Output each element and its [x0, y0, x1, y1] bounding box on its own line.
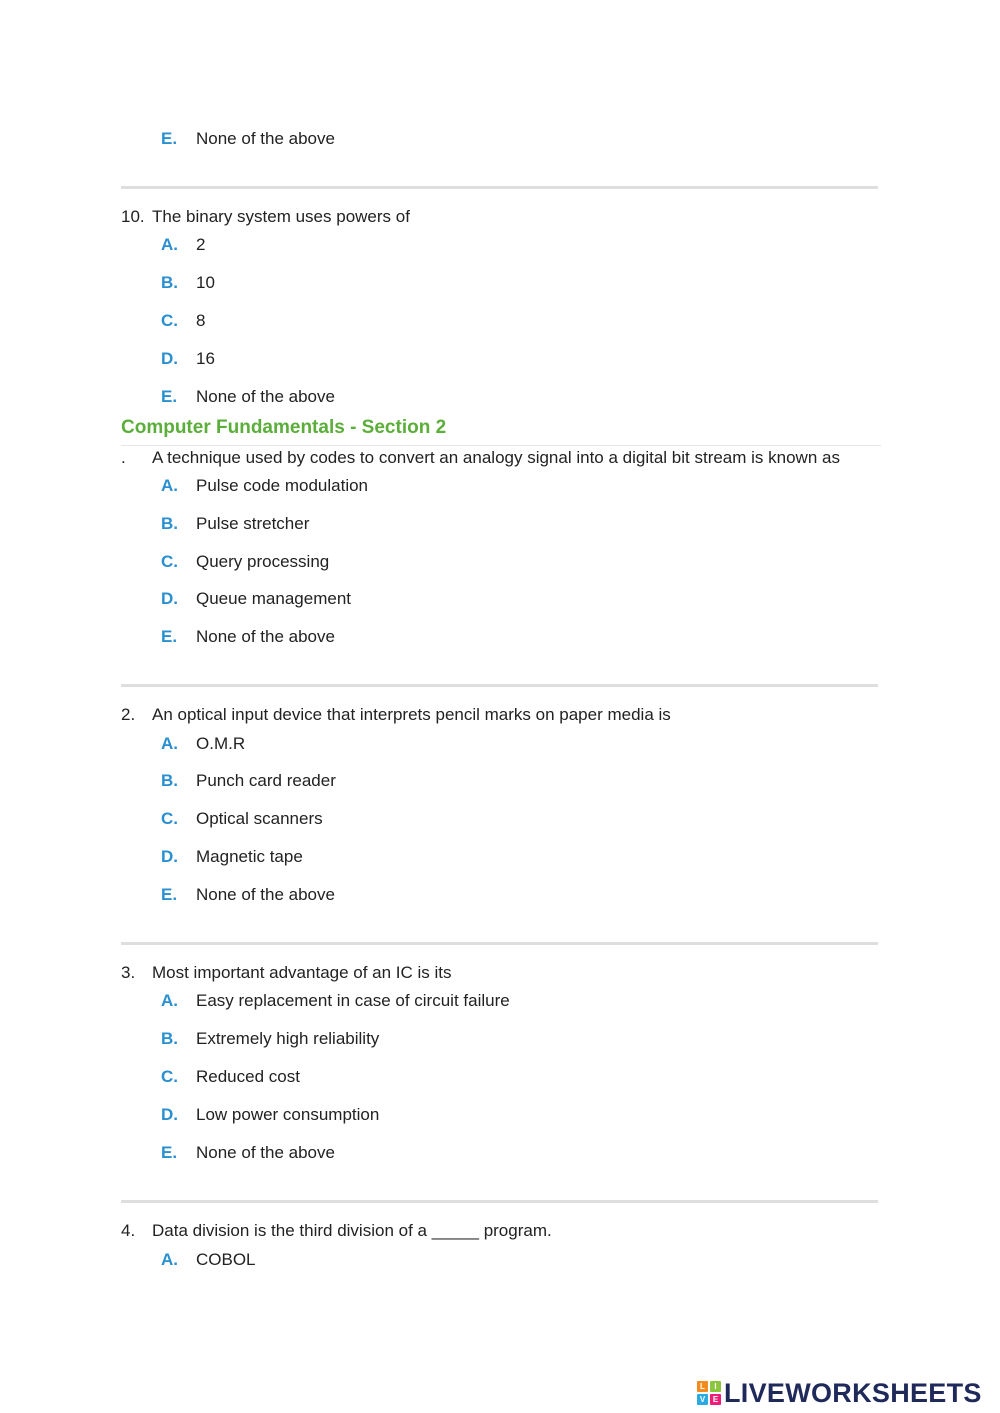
question-2	[0, 705, 1000, 725]
option-text: 16	[196, 349, 215, 368]
option-row[interactable]	[0, 311, 1000, 335]
option-row[interactable]	[0, 734, 1000, 758]
option-row[interactable]	[0, 1250, 1000, 1274]
logo-mark	[697, 1381, 721, 1405]
question-3	[0, 963, 1000, 983]
option-letter: B.	[161, 514, 178, 533]
option-letter: A.	[161, 1250, 178, 1269]
question-10	[0, 207, 1000, 227]
option-text: None of the above	[196, 885, 335, 904]
option-text: Punch card reader	[196, 771, 336, 790]
option-row[interactable]	[0, 514, 1000, 538]
logo-text: LIVEWORKSHEETS	[724, 1377, 982, 1408]
option-row[interactable]	[0, 387, 1000, 411]
option-text: None of the above	[196, 387, 335, 406]
option-text: COBOL	[196, 1250, 256, 1269]
option-text: Pulse stretcher	[196, 514, 310, 533]
question-text: A technique used by codes to convert an analogy signal into a digital bit stream is known as	[152, 448, 840, 467]
option-row[interactable]	[0, 771, 1000, 795]
option-text: None of the above	[196, 129, 335, 148]
logo-cell-l: L	[697, 1381, 708, 1392]
question-divider	[121, 1200, 878, 1203]
option-row[interactable]	[0, 627, 1000, 651]
option-letter: D.	[161, 847, 178, 866]
option-text: Reduced cost	[196, 1067, 300, 1086]
option-text: Low power consumption	[196, 1105, 380, 1124]
option-letter: A.	[161, 991, 178, 1010]
option-letter: C.	[161, 552, 178, 571]
option-row[interactable]	[0, 349, 1000, 373]
question-number: 10.	[121, 207, 145, 226]
option-text: O.M.R	[196, 734, 246, 753]
option-text: 8	[196, 311, 206, 330]
question-1	[0, 448, 1000, 468]
option-letter: C.	[161, 311, 178, 330]
option-row[interactable]	[0, 1067, 1000, 1091]
option-row[interactable]	[0, 476, 1000, 500]
option-text: Queue management	[196, 589, 351, 608]
option-text: Extremely high reliability	[196, 1029, 380, 1048]
option-letter: C.	[161, 809, 178, 828]
option-row[interactable]	[0, 589, 1000, 613]
question-number: 3.	[121, 963, 136, 982]
option-letter: D.	[161, 1105, 178, 1124]
section-title: Computer Fundamentals - Section 2	[121, 417, 447, 438]
option-row[interactable]	[0, 1029, 1000, 1053]
option-letter: B.	[161, 771, 178, 790]
option-text: 2	[196, 235, 206, 254]
option-row[interactable]	[0, 847, 1000, 871]
question-divider	[121, 684, 878, 687]
option-letter: E.	[161, 1143, 178, 1162]
question-divider	[121, 942, 878, 945]
option-letter: E.	[161, 627, 178, 646]
option-letter: E.	[161, 885, 178, 904]
option-row[interactable]	[0, 129, 1000, 153]
option-row[interactable]	[0, 1143, 1000, 1167]
option-row[interactable]	[0, 273, 1000, 297]
option-letter: B.	[161, 273, 178, 292]
option-text: None of the above	[196, 1143, 335, 1162]
option-text: Pulse code modulation	[196, 476, 369, 495]
option-row[interactable]	[0, 991, 1000, 1015]
liveworksheets-logo[interactable]	[697, 1378, 982, 1408]
section-divider	[121, 445, 881, 446]
option-text: Magnetic tape	[196, 847, 303, 866]
option-row[interactable]	[0, 235, 1000, 259]
option-row[interactable]	[0, 1105, 1000, 1129]
question-number: .	[121, 448, 126, 467]
question-4	[0, 1221, 1000, 1241]
option-letter: E.	[161, 387, 178, 406]
option-letter: A.	[161, 235, 178, 254]
option-text: 10	[196, 273, 215, 292]
logo-cell-i: I	[710, 1381, 721, 1392]
option-letter: B.	[161, 1029, 178, 1048]
option-letter: E.	[161, 129, 178, 148]
option-letter: D.	[161, 349, 178, 368]
question-number: 2.	[121, 705, 136, 724]
option-letter: A.	[161, 734, 178, 753]
option-letter: C.	[161, 1067, 178, 1086]
question-text: The binary system uses powers of	[152, 207, 410, 226]
question-text: An optical input device that interprets pencil marks on paper media is	[152, 705, 671, 724]
option-letter: A.	[161, 476, 178, 495]
question-text: Data division is the third division of a _____ program.	[152, 1221, 552, 1240]
logo-cell-v: V	[697, 1394, 708, 1405]
option-row[interactable]	[0, 885, 1000, 909]
option-text: Easy replacement in case of circuit failure	[196, 991, 510, 1010]
logo-cell-e: E	[710, 1394, 721, 1405]
option-row[interactable]	[0, 809, 1000, 833]
option-row[interactable]	[0, 552, 1000, 576]
option-text: None of the above	[196, 627, 335, 646]
question-number: 4.	[121, 1221, 136, 1240]
option-letter: D.	[161, 589, 178, 608]
option-text: Optical scanners	[196, 809, 323, 828]
question-divider	[121, 186, 878, 189]
question-text: Most important advantage of an IC is its	[152, 963, 452, 982]
option-text: Query processing	[196, 552, 330, 571]
